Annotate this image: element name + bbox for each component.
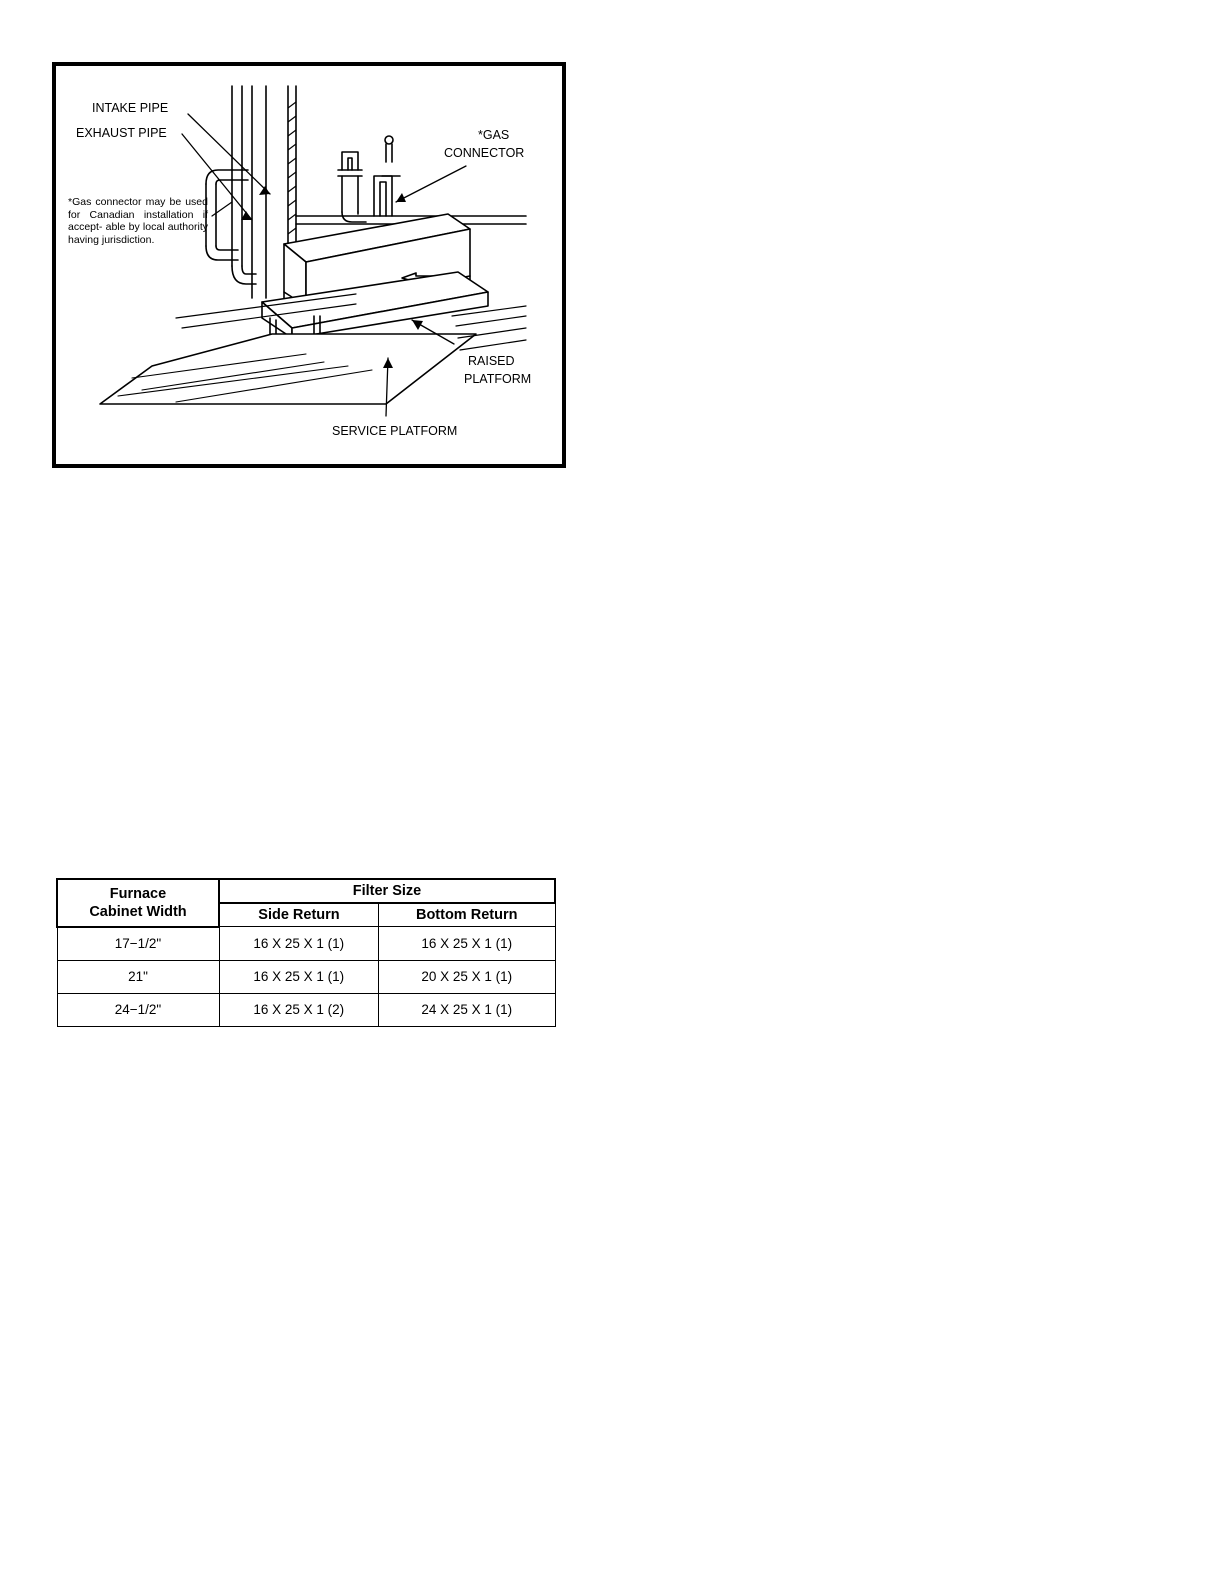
furnace-installation-figure [52,62,566,468]
filter-size-table-container [56,878,556,1027]
table-row [57,927,555,961]
cabinet-width-header-line2: Cabinet Width [89,903,187,920]
side-return-header: Side Return [219,903,378,927]
bottom-return-cell: 20 X 25 X 1 (1) [378,960,555,993]
table-row [57,960,555,993]
bottom-return-cell: 16 X 25 X 1 (1) [378,927,555,961]
side-return-cell: 16 X 25 X 1 (1) [219,960,378,993]
cabinet-width-header-line1: Furnace [109,885,167,902]
bottom-return-header: Bottom Return [378,903,555,927]
intake-pipe-label: INTAKE PIPE [92,101,169,115]
filter-size-table [56,878,556,1027]
gas-connector-label-line1: *GAS [478,128,510,142]
gas-connector-label-line2: CONNECTOR [444,146,525,160]
table-row [57,993,555,1026]
bottom-return-cell: 24 X 25 X 1 (1) [378,993,555,1026]
side-return-cell: 16 X 25 X 1 (1) [219,927,378,961]
filter-size-header: Filter Size [219,879,555,903]
raised-platform-label-line2: PLATFORM [464,372,532,386]
cabinet-width-cell: 24−1/2" [57,993,219,1026]
exhaust-pipe-label: EXHAUST PIPE [76,126,167,140]
cabinet-width-cell: 17−1/2" [57,927,219,961]
cabinet-width-cell: 21" [57,960,219,993]
side-return-cell: 16 X 25 X 1 (2) [219,993,378,1026]
table-header-row-1 [57,879,555,903]
gas-connector-footnote: *Gas connector may be used for Canadian installation if accept- able by local authority having jurisdiction. [68,196,208,246]
service-platform-label: SERVICE PLATFORM [332,424,458,438]
cabinet-width-header [57,879,219,927]
raised-platform-label-line1: RAISED [468,354,515,368]
